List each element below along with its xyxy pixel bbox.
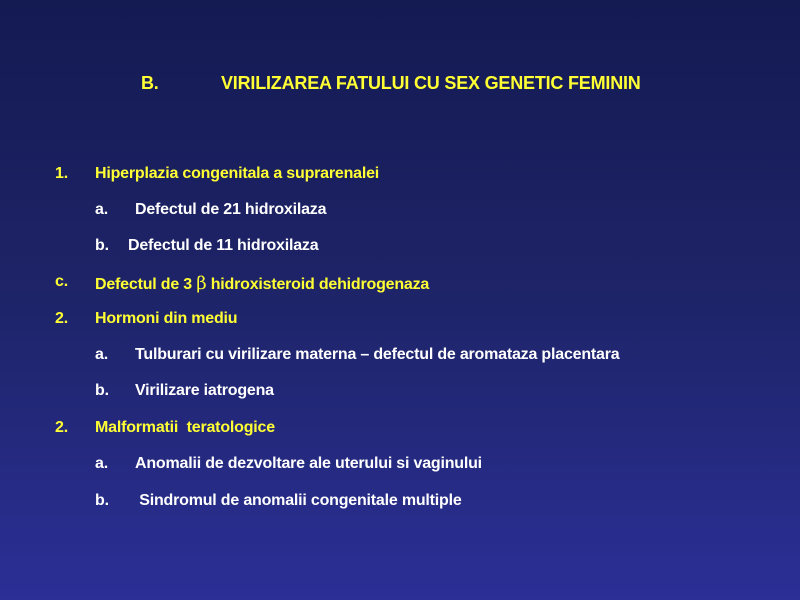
title-letter: B. [141,73,159,93]
item-marker: b. [95,492,109,509]
item-text: Anomalii de dezvoltare ale uterului si vaginului [135,455,482,472]
item-text: Hiperplazia congenitala a suprarenalei [95,165,380,182]
item-marker: a. [95,346,108,363]
item-marker: 2. [55,419,68,436]
item-marker: a. [95,201,108,218]
item-marker: 1. [55,165,68,182]
item-text: Defectul de 11 hidroxilaza [128,237,319,254]
item-text: Defectul de 21 hidroxilaza [135,201,327,218]
slide-title [0,73,800,97]
item-marker: b. [95,237,109,254]
item-marker: a. [95,455,108,472]
beta-symbol: β [196,273,207,294]
item-marker: c. [55,273,68,290]
title-text: VIRILIZAREA FATULUI CU SEX GENETIC FEMININ [221,73,641,93]
item-text-before: Defectul de 3 [95,276,197,293]
item-marker: 2. [55,310,68,327]
item-text: Sindromul de anomalii congenitale multiple [135,492,462,509]
item-text: Malformatii teratologice [95,419,275,436]
item-marker: b. [95,382,109,399]
item-text: Virilizare iatrogena [135,382,274,399]
item-text: Hormoni din mediu [95,310,238,327]
item-text-after: hidroxisteroid dehidrogenaza [206,276,430,293]
item-text [95,273,429,294]
item-text: Tulburari cu virilizare materna – defectul de aromataza placentara [135,346,620,363]
